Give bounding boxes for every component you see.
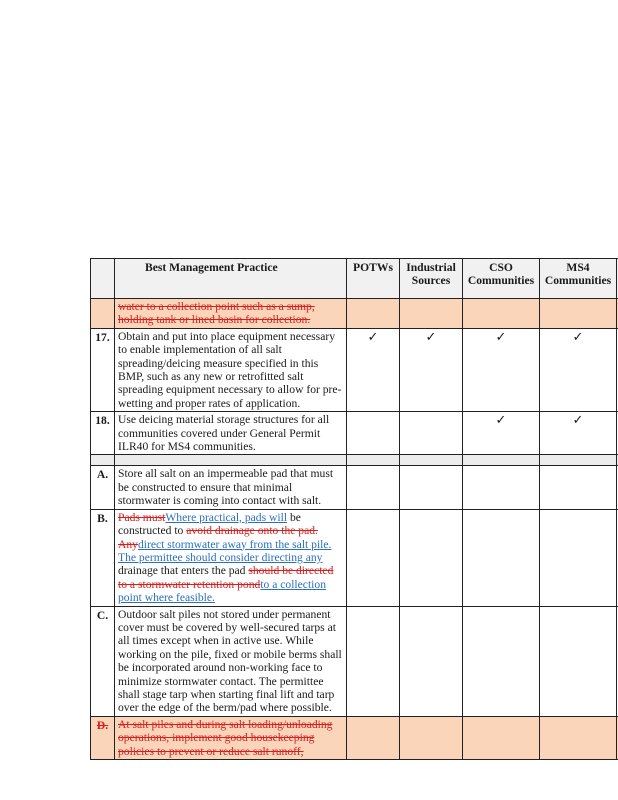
row-b-text: Pads mustWhere practical, pads will be constructed to avoid drainage onto the pad. Anydirect stormwater away from the salt pile. The permittee should consider directing any drainage that enters the pad should be directed to a stormwater retention pondto a collection point where feasible. xyxy=(115,509,347,606)
table-gap-row xyxy=(91,455,618,466)
row-d-text: At salt piles and during salt loading/unloading operations, implement good housekeeping policies to prevent or reduce salt runoff, xyxy=(115,716,347,759)
table-row-c xyxy=(91,606,618,716)
header-num xyxy=(91,259,115,299)
row-18-industrial-check xyxy=(400,412,463,455)
row-b-inserted-3: to a collection point where feasible xyxy=(118,577,326,605)
header-industrial: Industrial Sources xyxy=(400,259,463,299)
bmp-table-page xyxy=(90,258,618,758)
row-17-cso-check: ✓ xyxy=(463,328,540,411)
row-c-text: Outdoor salt piles not stored under permanent cover must be covered by well-secured tarps at all times except when in active use. While working on the pile, fixed or mobile berms shall be incorporated around non-working face to minimize stormwater contact. The permittee shall stage tarp when starting final lift and tarp over the edge of the berm/pad where possible. xyxy=(115,606,347,716)
row-a-text: Store all salt on an impermeable pad that must be constructed to ensure that minimal stormwater is coming into contact with salt. xyxy=(115,466,347,509)
header-potw: POTWs xyxy=(347,259,400,299)
row-17-potw-check: ✓ xyxy=(347,328,400,411)
row-17-number: 17. xyxy=(91,328,115,411)
row-b-inserted-1: Where practical, pads will xyxy=(165,510,288,524)
row-d-letter: D. xyxy=(91,716,115,759)
row-b-deleted-2: avoid drainage onto the pad. Any xyxy=(118,524,318,551)
row-18-potw-check xyxy=(347,412,400,455)
header-ms4: MS4 Communities xyxy=(540,259,617,299)
row-c-letter: C. xyxy=(91,606,115,716)
table-row-a xyxy=(91,466,618,509)
row-18-text: Use deicing material storage structures for all communities covered under General Permit ILR40 for MS4 communities. xyxy=(115,412,347,455)
row-b-deleted-3: should be directed to a stormwater retention pond xyxy=(118,564,334,591)
header-cso: CSO Communities xyxy=(463,259,540,299)
row-17-text: Obtain and put into place equipment necessary to enable implementation of all salt spreading/deicing measure specified in this BMP, such as any new or retrofitted salt spreading equipment necessary to allow for pre-wetting and proper rates of application. xyxy=(115,328,347,411)
row-17-ms4-check: ✓ xyxy=(540,328,617,411)
table-header-row xyxy=(91,259,618,299)
header-bmp: Best Management Practice xyxy=(115,259,347,299)
row-a-letter: A. xyxy=(91,466,115,509)
row-18-cso-check: ✓ xyxy=(463,412,540,455)
row-top-text: water to a collection point such as a sump, holding tank or lined basin for collection. xyxy=(115,299,347,329)
table-row-b xyxy=(91,509,618,606)
row-b-deleted-1: Pads must xyxy=(118,510,166,524)
table-row-deleted-top xyxy=(91,299,618,329)
row-18-ms4-check: ✓ xyxy=(540,412,617,455)
table-row-d-deleted xyxy=(91,716,618,759)
table-row-18 xyxy=(91,412,618,455)
table-row-17 xyxy=(91,328,618,411)
row-b-letter: B. xyxy=(91,509,115,606)
row-b-inserted-2: direct stormwater away from the salt pile. The permittee should consider directing any xyxy=(118,537,332,564)
bmp-table xyxy=(90,258,618,760)
row-18-number: 18. xyxy=(91,412,115,455)
row-17-industrial-check: ✓ xyxy=(400,328,463,411)
